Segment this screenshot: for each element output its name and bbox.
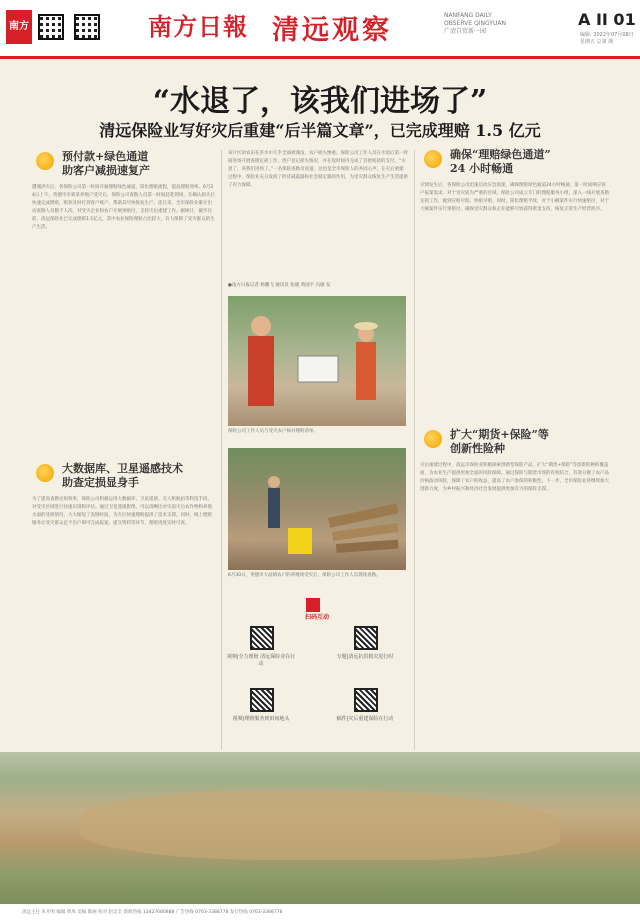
paper-name: 南方日報 — [148, 12, 248, 41]
column-divider — [414, 150, 415, 750]
english-name: NANFANG DAILY OBSERVE QINGYUAN 广清自贸新一园 — [444, 12, 506, 35]
qr-code-icon[interactable] — [250, 626, 274, 650]
section-title: 预付款+绿色通道 助客户减损速复产 — [62, 150, 150, 177]
qr-caption: 稿件|灾后重建保险在行动 — [336, 716, 394, 722]
article-body: 灾情发生后，各保险公司迅速启动应急预案，确保理赔绿色通道24小时畅通，第一时间响应客户报案需求。对于受灾较为严重的区域，保险公司成立专门的理赔服务小组，深入一线开展查勘定损工作，做到应赔尽赔、快赔早赔。同时，简化理赔手续，对于小额案件实行快速赔付，对于大额案件实行预赔付，确保受灾群众和企业能够尽快获得资金支持，恢复正常生产经营秩序。 — [420, 183, 609, 212]
news-photo — [228, 296, 406, 426]
photo-caption: 6月30日，英德市大站镇农户的养殖场受灾后，保险公司工作人员现场查勘。 — [228, 573, 381, 578]
article-body: 遭遇洪灾后，各保险公司第一时间开通理赔绿色通道，简化理赔流程，提高理赔效率。6月24日上午，英德市市郊某养殖户受灾后，保险公司查勘人员第一时间赶赴现场，在确认损失后快速完成理赔，赔款及时打到客户账户，帮助其尽快恢复生产。连日来，全市保险业累计出动查勘人员数千人次，对受灾企业和农户开展预赔付，支持灾后重建工作。据统计，截至目前，清远保险业已完成理赔1.5亿元，其中农业保险理赔占比较大，有力保障了受灾群众的生产生活。 — [32, 185, 215, 230]
interact-logo-icon — [306, 598, 320, 612]
article-body: 为了提高查勘定损效率，保险公司积极运用大数据库、卫星遥感、无人机航拍等科技手段，对受灾区域进行快速识别和评估。通过卫星遥感影像，可以清晰比对灾前灾后农作物和养殖水面的受损情况，大大缩短了查勘时间，为灾后快速理赔提供了技术支撑。同时，线上理赔服务让受灾群众足不出户即可完成报案、提交资料等环节，理赔进度实时可查。 — [32, 497, 212, 526]
section-bullet-icon — [424, 430, 442, 448]
floodwater-area — [80, 790, 560, 860]
qr-code-icon[interactable] — [74, 14, 100, 40]
footer-credits: 清远主任 朱开明 编辑 黄凤 美编 陈丽 校对 赵忠全 新闻热线 13427680888 广告热线 0763-3388778 发行热线 0763-3388778 — [0, 904, 640, 921]
article-body: 该片区的农田在洪水中几乎全部被淹没，农户损失惨重。保险公司工作人员在水退后第一时间进场开展查勘定损工作，逐户登记损失情况，并在短时间内完成了首批赔款的支付。“水退了，该我们进场了。”一名保险查勘员说道，这也是全市保险人的共同心声。在灾后重建过程中，保险业充分发挥了经济减震器和社会稳定器的作用，为受灾群众恢复生产生活提供了有力保障。 — [228, 151, 408, 188]
qr-caption: 专题|清远抗洪救灾进行时 — [336, 654, 394, 660]
subheadline: 清远保险业写好灾后重建“后半篇文章”，已完成理赔 1.5 亿元 — [99, 121, 541, 140]
qr-code-icon[interactable] — [250, 688, 274, 712]
publish-date: 编辑: 2022年07月08日 星期五 总第 期 — [580, 32, 634, 45]
photo-caption: 保险公司工作人员与受灾农户核对理赔清单。 — [228, 429, 318, 434]
qr-caption: 视频|全力理赔 清远保险业在行动 — [226, 654, 296, 667]
column-divider — [221, 150, 222, 750]
section-bullet-icon — [424, 150, 442, 168]
article-body: 灾后重建过程中，清远市保险业积极探索创新型保险产品，扩大“期货+保险”等创新险种的覆盖面，为农业生产提供更加全面的风险保障。通过保险与期货市场的有机结合，有效分散了农产品价格波动风险，保障了农户的收益，提高了农户参保的积极性。下一步，全市保险业将继续加大创新力度，为乡村振兴和经济社会发展提供更加有力的保险支撑。 — [420, 463, 609, 492]
section-title: 扩大“期货+保险”等 创新性险种 — [450, 428, 549, 455]
byline: ●南方日报记者 杨鹏飞 通讯员 张晓 黄国平 冯敏 发 — [228, 283, 331, 288]
section-title: 大数据库、卫星遥感技术 助查定损显身手 — [62, 462, 183, 489]
interaction-box — [226, 592, 410, 752]
masthead-divider — [0, 56, 640, 59]
section-title: 确保“理赔绿色通道” 24 小时畅通 — [450, 148, 551, 175]
newspaper-logo: 南方 — [6, 10, 32, 44]
page-number: A II 01 — [578, 10, 636, 29]
section-bullet-icon — [36, 152, 54, 170]
interact-title: 扫码互动 — [304, 614, 329, 621]
section-bullet-icon — [36, 464, 54, 482]
headline: “水退了，该我们进场了” — [152, 84, 488, 119]
qr-code-icon[interactable] — [354, 626, 378, 650]
news-photo — [228, 448, 406, 570]
qr-caption: 视频|理赔服务到田间地头 — [232, 716, 290, 722]
qr-code-icon[interactable] — [38, 14, 64, 40]
photo-illustration — [228, 448, 406, 570]
photo-illustration — [228, 296, 406, 426]
qr-code-icon[interactable] — [354, 688, 378, 712]
edition-name: 清远观察 — [272, 15, 392, 46]
